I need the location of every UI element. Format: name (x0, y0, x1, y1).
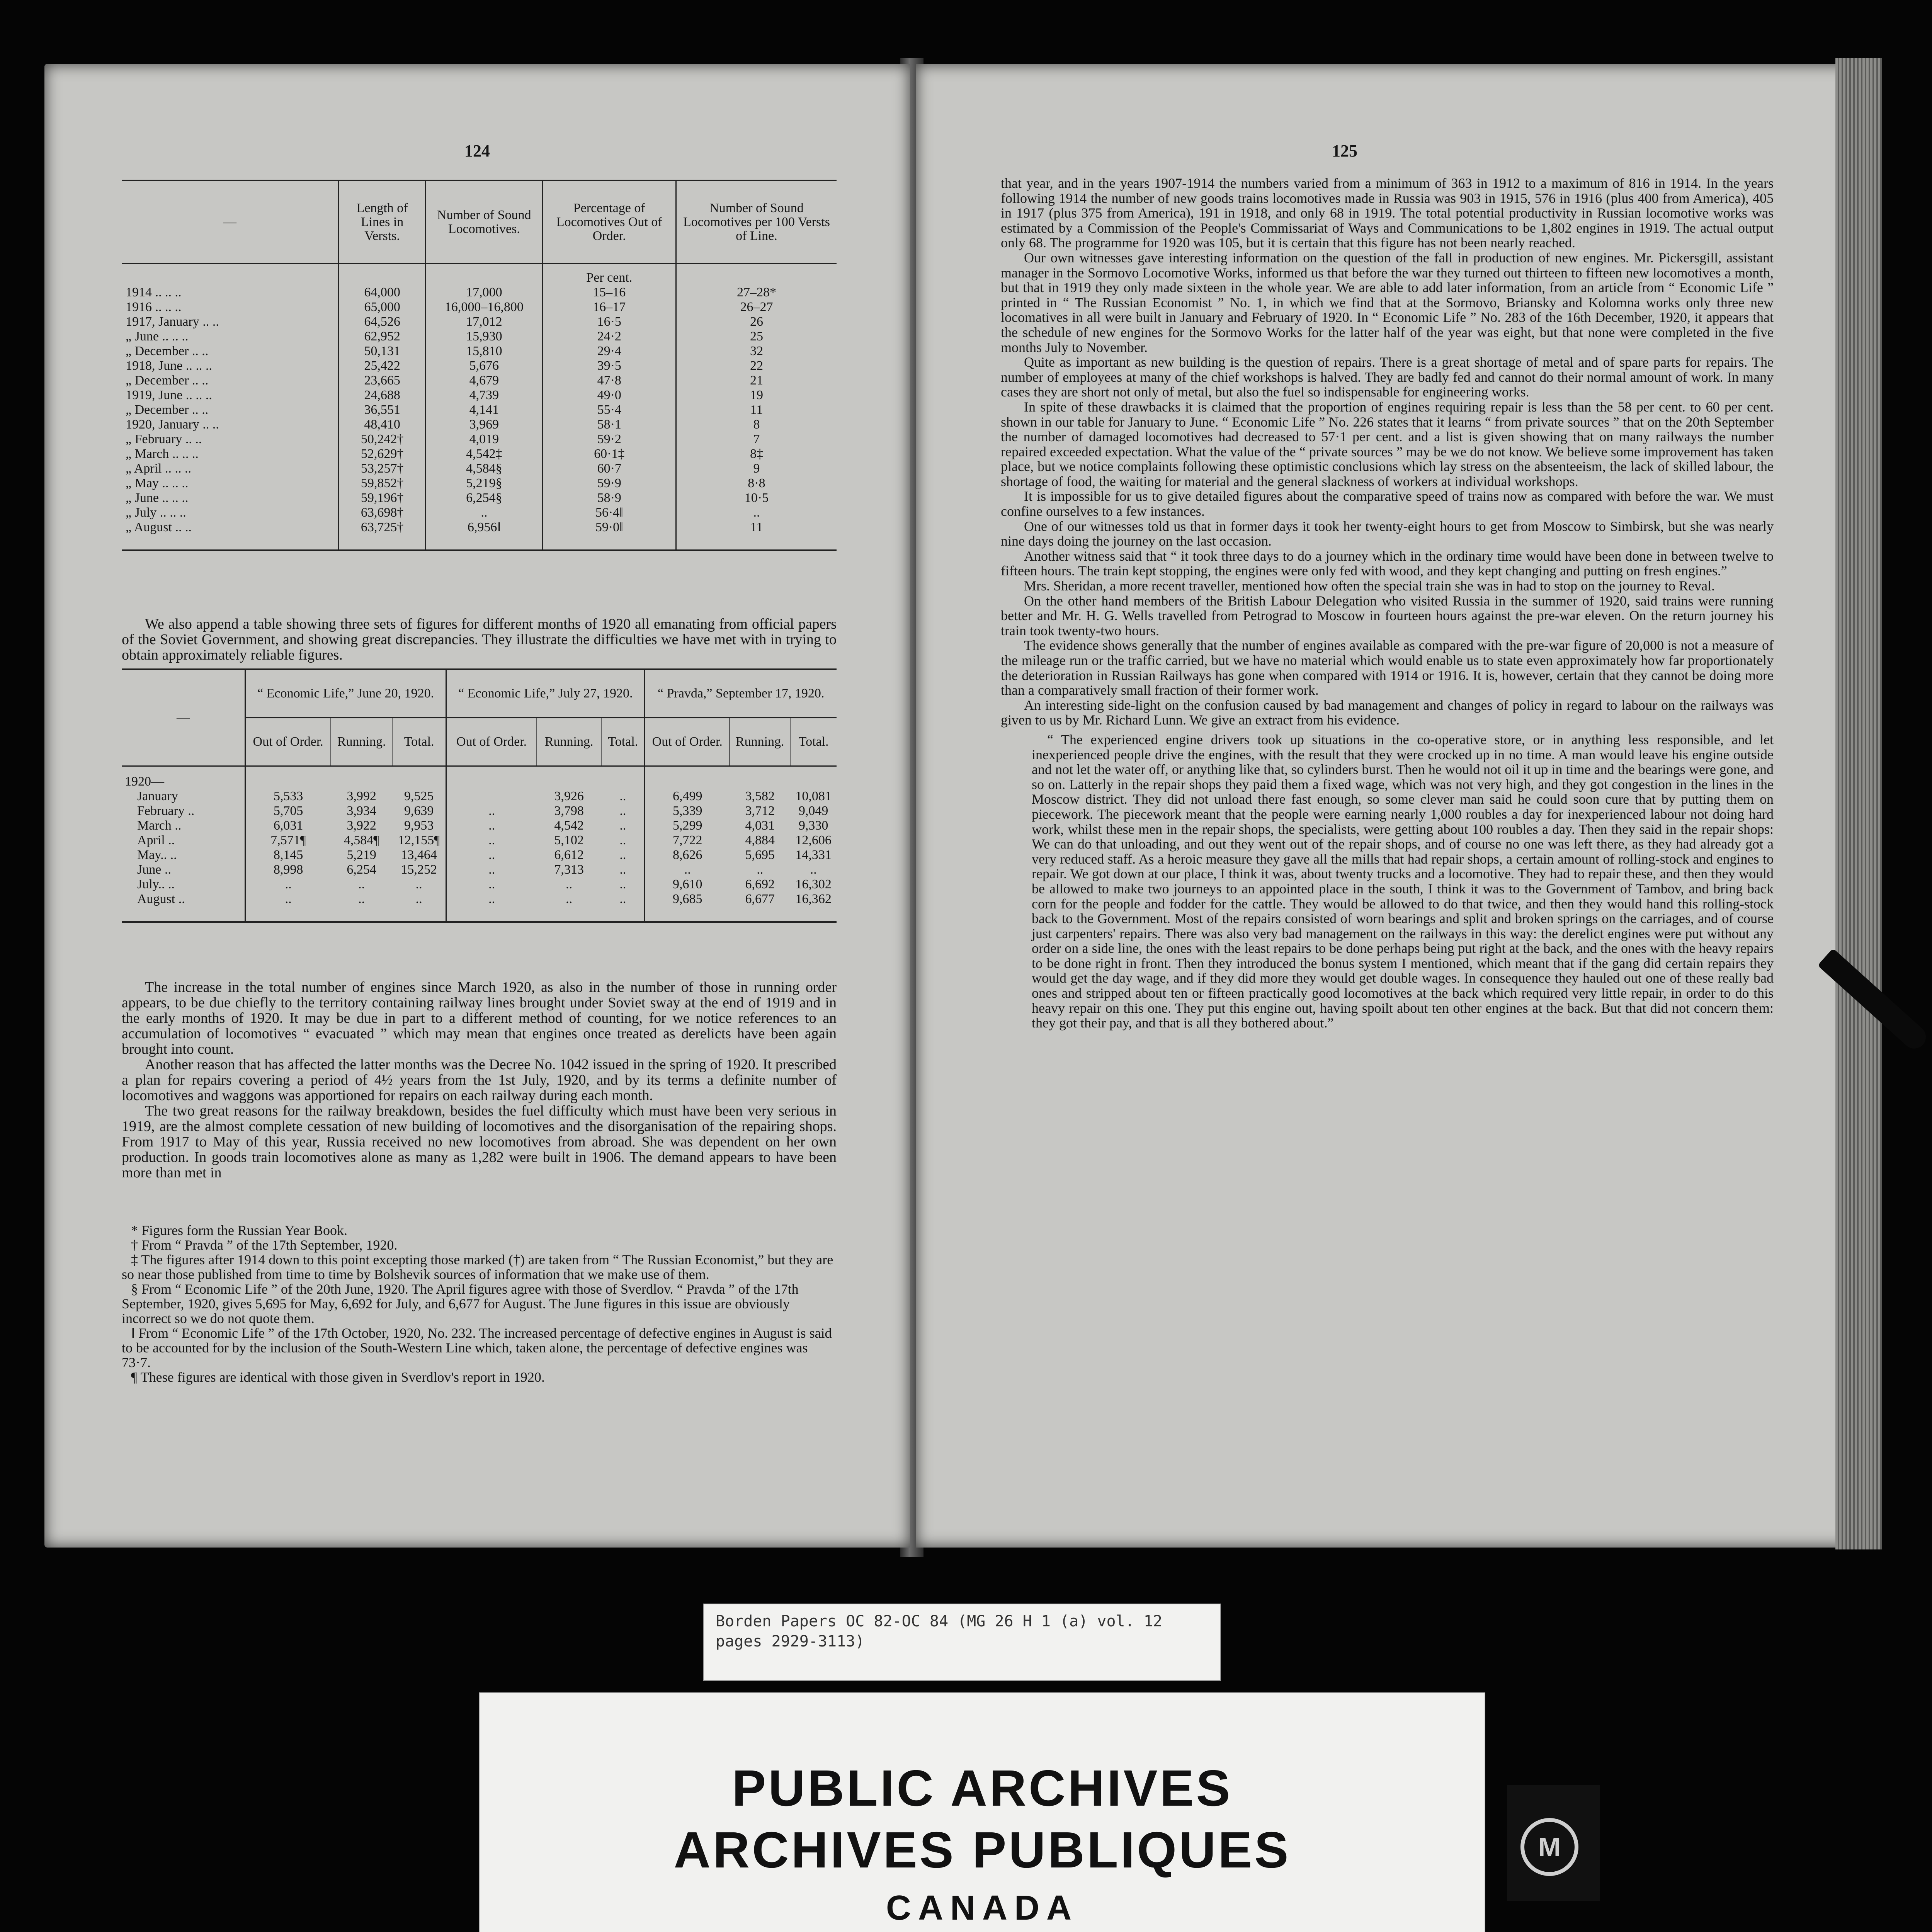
per100-cell: 26–27 (676, 300, 837, 315)
percentage-cell: 59·9 (543, 476, 676, 491)
row-label: 1919, June .. .. .. (126, 388, 212, 402)
per100-cell: 19 (676, 388, 837, 403)
value-cell: .. (245, 877, 331, 892)
sound-cell: 5,219§ (426, 476, 543, 491)
value-cell: .. (619, 833, 626, 847)
percentage-cell: 29·4 (543, 344, 676, 359)
table-row (122, 447, 837, 461)
page-edges (1835, 58, 1882, 1549)
sound-cell: 5,676 (426, 359, 543, 373)
per100-cell: 21 (676, 373, 837, 388)
length-cell: 52,629† (339, 447, 426, 461)
percentage-cell: 16–17 (543, 300, 676, 315)
value-cell: 16,302 (795, 877, 832, 891)
value-cell: .. (619, 892, 626, 906)
page-number: 125 (1332, 141, 1357, 160)
per100-cell: 22 (676, 359, 837, 373)
value-cell: .. (446, 818, 537, 833)
value-cell (446, 789, 537, 804)
row-label: „ March .. .. .. (126, 447, 199, 461)
row-label: 1917, January .. .. (126, 315, 219, 329)
per100-cell: 8·8 (676, 476, 837, 491)
sound-cell: 4,542‡ (426, 447, 543, 461)
value-cell: 16,362 (795, 892, 832, 906)
value-cell: 6,692 (745, 877, 775, 891)
paragraph: The two great reasons for the railway breakdown, besides the fuel difficulty which must have been very serious in 1919, are the almost complete cessation of new building of locomotives and the disorganisation of the repairing shops. From 1917 to May of this year, Russia received no new locomotives from abroad. She was dependent on her own production. In goods train locomotives alone as many as 1,282 were built in 1906. The demand appears to have been more than met in (122, 1103, 837, 1181)
archive-label-line3: CANADA (886, 1889, 1078, 1927)
value-cell: 6,254 (347, 862, 376, 877)
table-row (122, 491, 837, 505)
paragraph: The evidence shows generally that the number of engines available as compared with the pre-war figure of 20,000 is not a measure of the mileage run or the traffic carried, but we have no material which would enable us to state even approximately how far proportionately the deterioration in Russian Railways has gone when compared with 1914 or 1916. It is, however, certain that they cannot be doing more than a comparatively small fraction of their former work. (1001, 638, 1774, 698)
table-row (122, 892, 837, 906)
value-cell: .. (446, 877, 537, 892)
sound-cell: 17,012 (426, 315, 543, 329)
per100-cell: 11 (676, 520, 837, 535)
row-label: 1918, June .. .. .. (126, 359, 212, 373)
value-cell: 5,339 (645, 804, 730, 818)
table-row (122, 833, 837, 848)
sound-cell: 4,679 (426, 373, 543, 388)
microfilm-logo-icon: M (1520, 1818, 1578, 1876)
intro-paragraph: We also append a table showing three sets of figures for different months of 1920 all emanating from official papers of the Soviet Government, and showing great discrepancies. They illustrate the difficulties we have met with in trying to obtain approximately reliable figures. (122, 616, 837, 663)
paragraph: that year, and in the years 1907-1914 the numbers varied from a minimum of 363 in 1912 to a maximum of 816 in 1914. In the years following 1914 the number of new goods trains locomotives made in Russia was 903 in 1915, 576 in 1916 (plus 400 from America), 405 in 1917 (plus 375 from America), 191 in 1918, and only 68 in 1919. The total potential productivity in Russian locomotive works was estimated by a Commission of the People's Commissariat of Ways and Communications to be 1,802 engines in 1919. The actual output only 68. The programme for 1920 was 105, but it is certain that this figure has not been nearly reached. (1001, 175, 1774, 251)
length-cell: 25,422 (339, 359, 426, 373)
paragraph: Another reason that has affected the latter months was the Decree No. 1042 issued in the spring of 1920. It prescribed a plan for repairs covering a period of 4½ years from the 1st July, 1920, and by its terms a definite number of locomotives and waggons was apportioned for repairs on each railway during each month. (122, 1056, 837, 1104)
value-cell: .. (619, 877, 626, 891)
percentage-cell: 56·4‖ (543, 505, 676, 520)
row-label: „ April .. .. .. (126, 461, 191, 476)
length-cell: 65,000 (339, 300, 426, 315)
footnote: ¶ These figures are identical with those given in Sverdlov's report in 1920. (131, 1369, 545, 1385)
percentage-cell: 24·2 (543, 329, 676, 344)
value-cell: 3,798 (554, 804, 584, 818)
value-cell: .. (358, 877, 365, 891)
length-cell: 64,000 (339, 285, 426, 300)
paragraph: In spite of these drawbacks it is claimed that the proportion of engines requiring repair is less than the 58 per cent. to 60 per cent. shown in our table for January to June. “ Economic Life ” No. 226 states that it learns “ from private sources ” that on the 20th September the number of damaged locomotives had decreased to 57·1 per cent. and a list is given showing that on many railways the number repaired exceeded expectation. What the value of the “ private sources ” may be we do not know. We believe some improvement has taken place, but we notice complaints following these optimistic conclusions which lay stress on the absenteeism, the lack of skilled labour, the shortage of food, the waiting for material and the general slackness of workers at individual workshops. (1001, 399, 1774, 489)
value-cell: 3,934 (347, 804, 376, 818)
value-cell: .. (619, 789, 626, 803)
value-cell: 6,612 (554, 848, 584, 862)
archive-label-card (479, 1692, 1485, 1932)
value-cell: 9,639 (404, 804, 434, 818)
sub-header: Total. (790, 718, 837, 766)
per100-cell: 9 (676, 461, 837, 476)
value-cell: .. (810, 862, 817, 877)
value-cell: .. (358, 892, 365, 906)
table-header-blank: — (122, 180, 339, 264)
value-cell: 15,252 (401, 862, 437, 877)
value-cell: .. (619, 862, 626, 877)
value-cell: 14,331 (795, 848, 832, 862)
table-row (122, 476, 837, 491)
archive-reference-slip: Borden Papers OC 82-OC 84 (MG 26 H 1 (a) vol. 12 pages 2929-3113) (703, 1604, 1221, 1681)
sub-header: Total. (601, 718, 645, 766)
length-cell: 63,725† (339, 520, 426, 535)
row-label: „ July .. .. .. (126, 505, 186, 520)
table-unit-row (122, 264, 837, 286)
row-label: 1914 .. .. .. (126, 285, 182, 299)
footnote: § From “ Economic Life ” of the 20th June, 1920. The April figures agree with those of Sverdlov. “ Pravda ” of the 17th September, 1920, gives 5,695 for May, 6,692 for July, and 6,677 for August. The June figures in this issue are obviously incorrect so we do not quote them. (122, 1281, 799, 1326)
table-row (122, 403, 837, 417)
value-cell: 5,219 (347, 848, 376, 862)
row-label: „ August .. .. (126, 520, 192, 534)
footnote: † From “ Pravda ” of the 17th September, 1920. (131, 1237, 398, 1253)
table-row (122, 461, 837, 476)
table-row (122, 359, 837, 373)
paragraph: One of our witnesses told us that in former days it took her twenty-eight hours to get from Moscow to Simbirsk, but she was nearly nine days doing the journey on the last occasion. (1001, 518, 1774, 549)
percentage-cell: 60·1‡ (543, 447, 676, 461)
sound-cell: 4,141 (426, 403, 543, 417)
table-header-per100: Number of Sound Locomotives per 100 Versts of Line. (676, 180, 837, 264)
year-label: 1920— (125, 774, 164, 789)
paragraph: It is impossible for us to give detailed figures about the comparative speed of trains now as compared with before the war. We must confine ourselves to a few instances. (1001, 488, 1774, 519)
percentage-cell: 49·0 (543, 388, 676, 403)
value-cell: 5,299 (645, 818, 730, 833)
value-cell: 8,626 (645, 848, 730, 862)
value-cell: 7,313 (554, 862, 584, 877)
length-cell: 23,665 (339, 373, 426, 388)
percentage-cell: 16·5 (543, 315, 676, 329)
value-cell: 8,145 (245, 848, 331, 862)
value-cell: 13,464 (401, 848, 437, 862)
value-cell: 3,992 (347, 789, 376, 803)
sub-header: Running. (331, 718, 392, 766)
per100-cell: .. (676, 505, 837, 520)
month-label: March .. (137, 818, 182, 833)
table-row (122, 877, 837, 892)
per100-cell: 8‡ (676, 447, 837, 461)
table-row (122, 373, 837, 388)
value-cell: 5,102 (554, 833, 584, 847)
percentage-cell: 15–16 (543, 285, 676, 300)
paragraph: An interesting side-light on the confusion caused by bad management and changes of policy in regard to labour on the railways was given to us by Mr. Richard Lunn. We give an extract from his evidence. (1001, 697, 1774, 728)
row-label: „ May .. .. .. (126, 476, 189, 490)
value-cell: .. (245, 892, 331, 906)
percentage-cell: 60·7 (543, 461, 676, 476)
value-cell: 9,953 (404, 818, 434, 833)
table-row (122, 315, 837, 329)
value-cell: 10,081 (795, 789, 832, 803)
value-cell: 12,155¶ (398, 833, 440, 847)
comparison-table (122, 668, 837, 923)
row-label: „ December .. .. (126, 344, 209, 358)
value-cell: 3,926 (554, 789, 584, 803)
sub-header: Running. (537, 718, 602, 766)
value-cell: .. (415, 877, 422, 891)
value-cell: .. (415, 892, 422, 906)
comparison-header-blank: — (122, 669, 245, 766)
group-header-pravda: “ Pravda,” September 17, 1920. (645, 669, 837, 718)
sound-cell: 15,810 (426, 344, 543, 359)
table-row (122, 417, 837, 432)
sound-cell: 17,000 (426, 285, 543, 300)
length-cell: 63,698† (339, 505, 426, 520)
sub-header: Out of Order. (446, 718, 537, 766)
percentage-cell: 39·5 (543, 359, 676, 373)
value-cell: 4,884 (745, 833, 775, 847)
locomotive-table (122, 180, 837, 551)
value-cell: 5,533 (245, 789, 331, 804)
quoted-evidence: “ The experienced engine drivers took up situations in the co-operative store, or in anything less responsible, and let inexperienced people drive the engines, with the result that they were crocked up in no time. A man would leave his engine outside and not let the water off, or anything like that, so cylinders burst. Then he would not oil it up in time and the bearings were gone, and so on. Latterly in the repair shops they paid them a fixed wage, which was not very high, and they got congestion in the lines in the Moscow district. They did not unload there fast enough, so some clever man said he could soon cure that by putting them on piecework. The piecework meant that the people were earning nearly 1,000 roubles a day for inexperienced labour not doing hard work, whilst these men in the repair shops, the specialists, were getting about 100 roubles a day. Then they said in the repair shops: We can do that unloading, and out they went out of the repair shops, and of course no one was left there, as they had already got a very reduced staff. As a heroic measure they gave all the mills that had repair shops, a certain amount of rolling-stock and engines to repair. We got down at our place, I think it was, about twenty trucks and a locomotive. They had to repair these, and then they would be allowed to make two journeys to an appointed place in the south, I think it was to the Government of Tambov, and bring back corn for the people and fodder for the cattle. They would be allowed to do that twice, and then they would hand this rolling-stock back to the Government. Most of the repairs consisted of worn bearings and split and broken springs on the carriages, and of course just carpenters' repairs. There was also very bad management on the railways in this way: the derelict engines were put without any order on a side line, the ones with the least repairs to be done perhaps being put right at the back, and the ones with the heavy repairs to be done right in front. Then they introduced the bonus system I mentioned, which meant that if the gang did certain repairs they would get the day wage, and if they did more they would get double wages. In consequence they hauled out one of these really bad ones and stripped about ten or fifteen practically good locomotives at the back which required very little repair, in order to do this heavy repair on this one. They put this engine out, having spoilt about ten other engines at the back. But that did not concern them: they got their pay, and that is all they bothered about.” (1032, 731, 1774, 1031)
percentage-cell: 55·4 (543, 403, 676, 417)
value-cell: 5,695 (745, 848, 775, 862)
row-label: „ June .. .. .. (126, 329, 189, 344)
group-header-economic-life-june: “ Economic Life,” June 20, 1920. (245, 669, 446, 718)
value-cell: 4,584¶ (344, 833, 379, 847)
table-header-percentage: Percentage of Locomotives Out of Order. (543, 180, 676, 264)
per100-cell: 27–28* (676, 285, 837, 300)
value-cell: 7,722 (645, 833, 730, 848)
value-cell: 3,712 (745, 804, 775, 818)
sound-cell: 15,930 (426, 329, 543, 344)
length-cell: 36,551 (339, 403, 426, 417)
value-cell: .. (446, 892, 537, 906)
archive-label-line1: PUBLIC ARCHIVES (732, 1760, 1233, 1816)
per100-cell: 32 (676, 344, 837, 359)
row-label: 1920, January .. .. (126, 417, 219, 432)
value-cell: 6,677 (745, 892, 775, 906)
value-cell: 4,031 (745, 818, 775, 833)
value-cell: 5,705 (245, 804, 331, 818)
table-row (122, 804, 837, 818)
per100-cell: 11 (676, 403, 837, 417)
value-cell: 4,542 (554, 818, 584, 833)
value-cell: .. (446, 833, 537, 848)
table-row (122, 520, 837, 535)
length-cell: 59,196† (339, 491, 426, 505)
table-row (122, 505, 837, 520)
value-cell: 3,582 (745, 789, 775, 803)
value-cell: 6,031 (245, 818, 331, 833)
value-cell: 8,998 (245, 862, 331, 877)
percentage-cell: 47·8 (543, 373, 676, 388)
per100-cell: 25 (676, 329, 837, 344)
sound-cell: .. (426, 505, 543, 520)
footnote: ‡ The figures after 1914 down to this point excepting those marked (†) are taken from “ The Russian Economist,” but they are so near those published from time to time by Bolshevik sources of information that we make use of them. (122, 1252, 833, 1282)
page-124 (44, 64, 910, 1548)
sound-cell: 3,969 (426, 417, 543, 432)
table-row (122, 862, 837, 877)
per100-cell: 8 (676, 417, 837, 432)
length-cell: 62,952 (339, 329, 426, 344)
value-cell: .. (446, 862, 537, 877)
table-row (122, 848, 837, 862)
length-cell: 24,688 (339, 388, 426, 403)
per100-cell: 7 (676, 432, 837, 447)
footnotes (122, 1223, 837, 1384)
sound-cell: 16,000–16,800 (426, 300, 543, 315)
row-label: „ December .. .. (126, 373, 209, 388)
sound-cell: 6,254§ (426, 491, 543, 505)
page-number: 124 (464, 141, 490, 160)
paragraph: Mrs. Sheridan, a more recent traveller, mentioned how often the special train she was in had to stop on the journey to Reval. (1024, 578, 1715, 594)
value-cell: 9,610 (645, 877, 730, 892)
table-header-sound: Number of Sound Locomotives. (426, 180, 543, 264)
sub-header: Out of Order. (245, 718, 331, 766)
sub-header: Running. (730, 718, 790, 766)
month-label: May.. .. (137, 848, 177, 862)
value-cell: .. (619, 818, 626, 833)
table-row (122, 344, 837, 359)
archive-label-line2: ARCHIVES PUBLIQUES (673, 1821, 1291, 1878)
percentage-cell: 59·0‖ (543, 520, 676, 535)
paragraph: The increase in the total number of engines since March 1920, as also in the number of those in running order appears, to be due chiefly to the territory containing railway lines brought under Soviet sway at the end of 1919 and in the early months of 1920. It may be due in part to a different method of counting, for we notice references to an accumulation of locomotives “ evacuated ” which may mean that engines once treated as derelicts have been again brought into count. (122, 979, 837, 1057)
paragraph: On the other hand members of the British Labour Delegation who visited Russia in the summer of 1920, said trains were running better and Mr. H. G. Wells travelled from Petrograd to Moscow in fourteen hours against the pre-war eleven. On the return journey his train took twenty-two hours. (1001, 593, 1774, 638)
value-cell: .. (566, 877, 573, 891)
paragraph: Our own witnesses gave interesting information on the question of the fall in production of new engines. Mr. Pickersgill, assistant manager in the Sormovo Locomotive Works, informed us that before the war they turned out thirteen to fifteen new locomotives a month, but that in 1919 they only made sixteen in the whole year. We are able to add later information, from an article from “ Economic Life ” printed in “ The Russian Economist ” No. 1, in which we find that at the Sormovo, Briansky and Kolomna works only three new locomatives in all were built in January and February of 1920. In “ Economic Life ” No. 283 of the 16th December, 1920, it appears that the schedule of new engines for the Sormovo Works for the latter half of the year was eight, but that none were completed in the five months July to November. (1001, 250, 1774, 355)
length-cell: 50,131 (339, 344, 426, 359)
sound-cell: 4,739 (426, 388, 543, 403)
value-cell: 9,525 (404, 789, 434, 803)
table-row (122, 300, 837, 315)
percentage-cell: 58·1 (543, 417, 676, 432)
table-row (122, 818, 837, 833)
per100-cell: 26 (676, 315, 837, 329)
value-cell: 9,330 (798, 818, 828, 833)
month-label: January (137, 789, 178, 803)
row-label: „ February .. .. (126, 432, 202, 446)
value-cell: 9,049 (798, 804, 828, 818)
page-125 (916, 64, 1866, 1548)
row-label: „ June .. .. .. (126, 491, 189, 505)
paragraph: Another witness said that “ it took three days to do a journey which in the ordinary time would have been done in between twelve to fifteen hours. The train kept stopping, the engines were only fed with wood, and they kept changing and putting on fresh engines.” (1001, 548, 1774, 579)
month-label: August .. (137, 892, 185, 906)
length-cell: 48,410 (339, 417, 426, 432)
table-row (122, 388, 837, 403)
value-cell: .. (446, 804, 537, 818)
row-label: 1916 .. .. .. (126, 300, 182, 314)
value-cell: .. (566, 892, 573, 906)
sound-cell: 4,584§ (426, 461, 543, 476)
length-cell: 64,526 (339, 315, 426, 329)
footnote: ‖ From “ Economic Life ” of the 17th October, 1920, No. 232. The increased percentage of defective engines in August is said to be accounted for by the inclusion of the South-Western Line which, taken alone, the percentage of defective engines was 73·7. (122, 1325, 832, 1370)
sound-cell: 4,019 (426, 432, 543, 447)
paragraph: Quite as important as new building is the question of repairs. There is a great shortage of metal and of spare parts for repairs. The number of employees at many of the chief workshops is halved. They are badly fed and cannot do their normal amount of work. In many cases they are short not only of metal, but also the fuel so indispensable for engineering works. (1001, 354, 1774, 400)
value-cell: 7,571¶ (245, 833, 331, 848)
unit-note: Per cent. (543, 264, 676, 286)
table-row (122, 432, 837, 447)
table-row (122, 789, 837, 804)
value-cell: .. (645, 862, 730, 877)
value-cell: 3,922 (347, 818, 376, 833)
table-row (122, 329, 837, 344)
month-label: July.. .. (137, 877, 175, 891)
month-label: June .. (137, 862, 171, 877)
length-cell: 59,852† (339, 476, 426, 491)
sub-header: Total. (392, 718, 446, 766)
value-cell: .. (619, 848, 626, 862)
value-cell: .. (757, 862, 764, 877)
percentage-cell: 58·9 (543, 491, 676, 505)
value-cell: 12,606 (795, 833, 832, 847)
sound-cell: 6,956‖ (426, 520, 543, 535)
sub-header: Out of Order. (645, 718, 730, 766)
month-label: February .. (137, 804, 195, 818)
row-label: „ December .. .. (126, 403, 209, 417)
footnote: * Figures form the Russian Year Book. (131, 1223, 347, 1238)
value-cell: 9,685 (645, 892, 730, 906)
value-cell: .. (446, 848, 537, 862)
group-header-economic-life-july: “ Economic Life,” July 27, 1920. (446, 669, 645, 718)
length-cell: 53,257† (339, 461, 426, 476)
table-header-length: Length of Lines in Versts. (339, 180, 426, 264)
length-cell: 50,242† (339, 432, 426, 447)
percentage-cell: 59·2 (543, 432, 676, 447)
body-text-right (1001, 176, 1774, 1031)
month-label: April .. (137, 833, 175, 847)
value-cell: 6,499 (645, 789, 730, 804)
value-cell: .. (619, 804, 626, 818)
body-text-left (122, 980, 837, 1180)
per100-cell: 10·5 (676, 491, 837, 505)
table-row (122, 285, 837, 300)
